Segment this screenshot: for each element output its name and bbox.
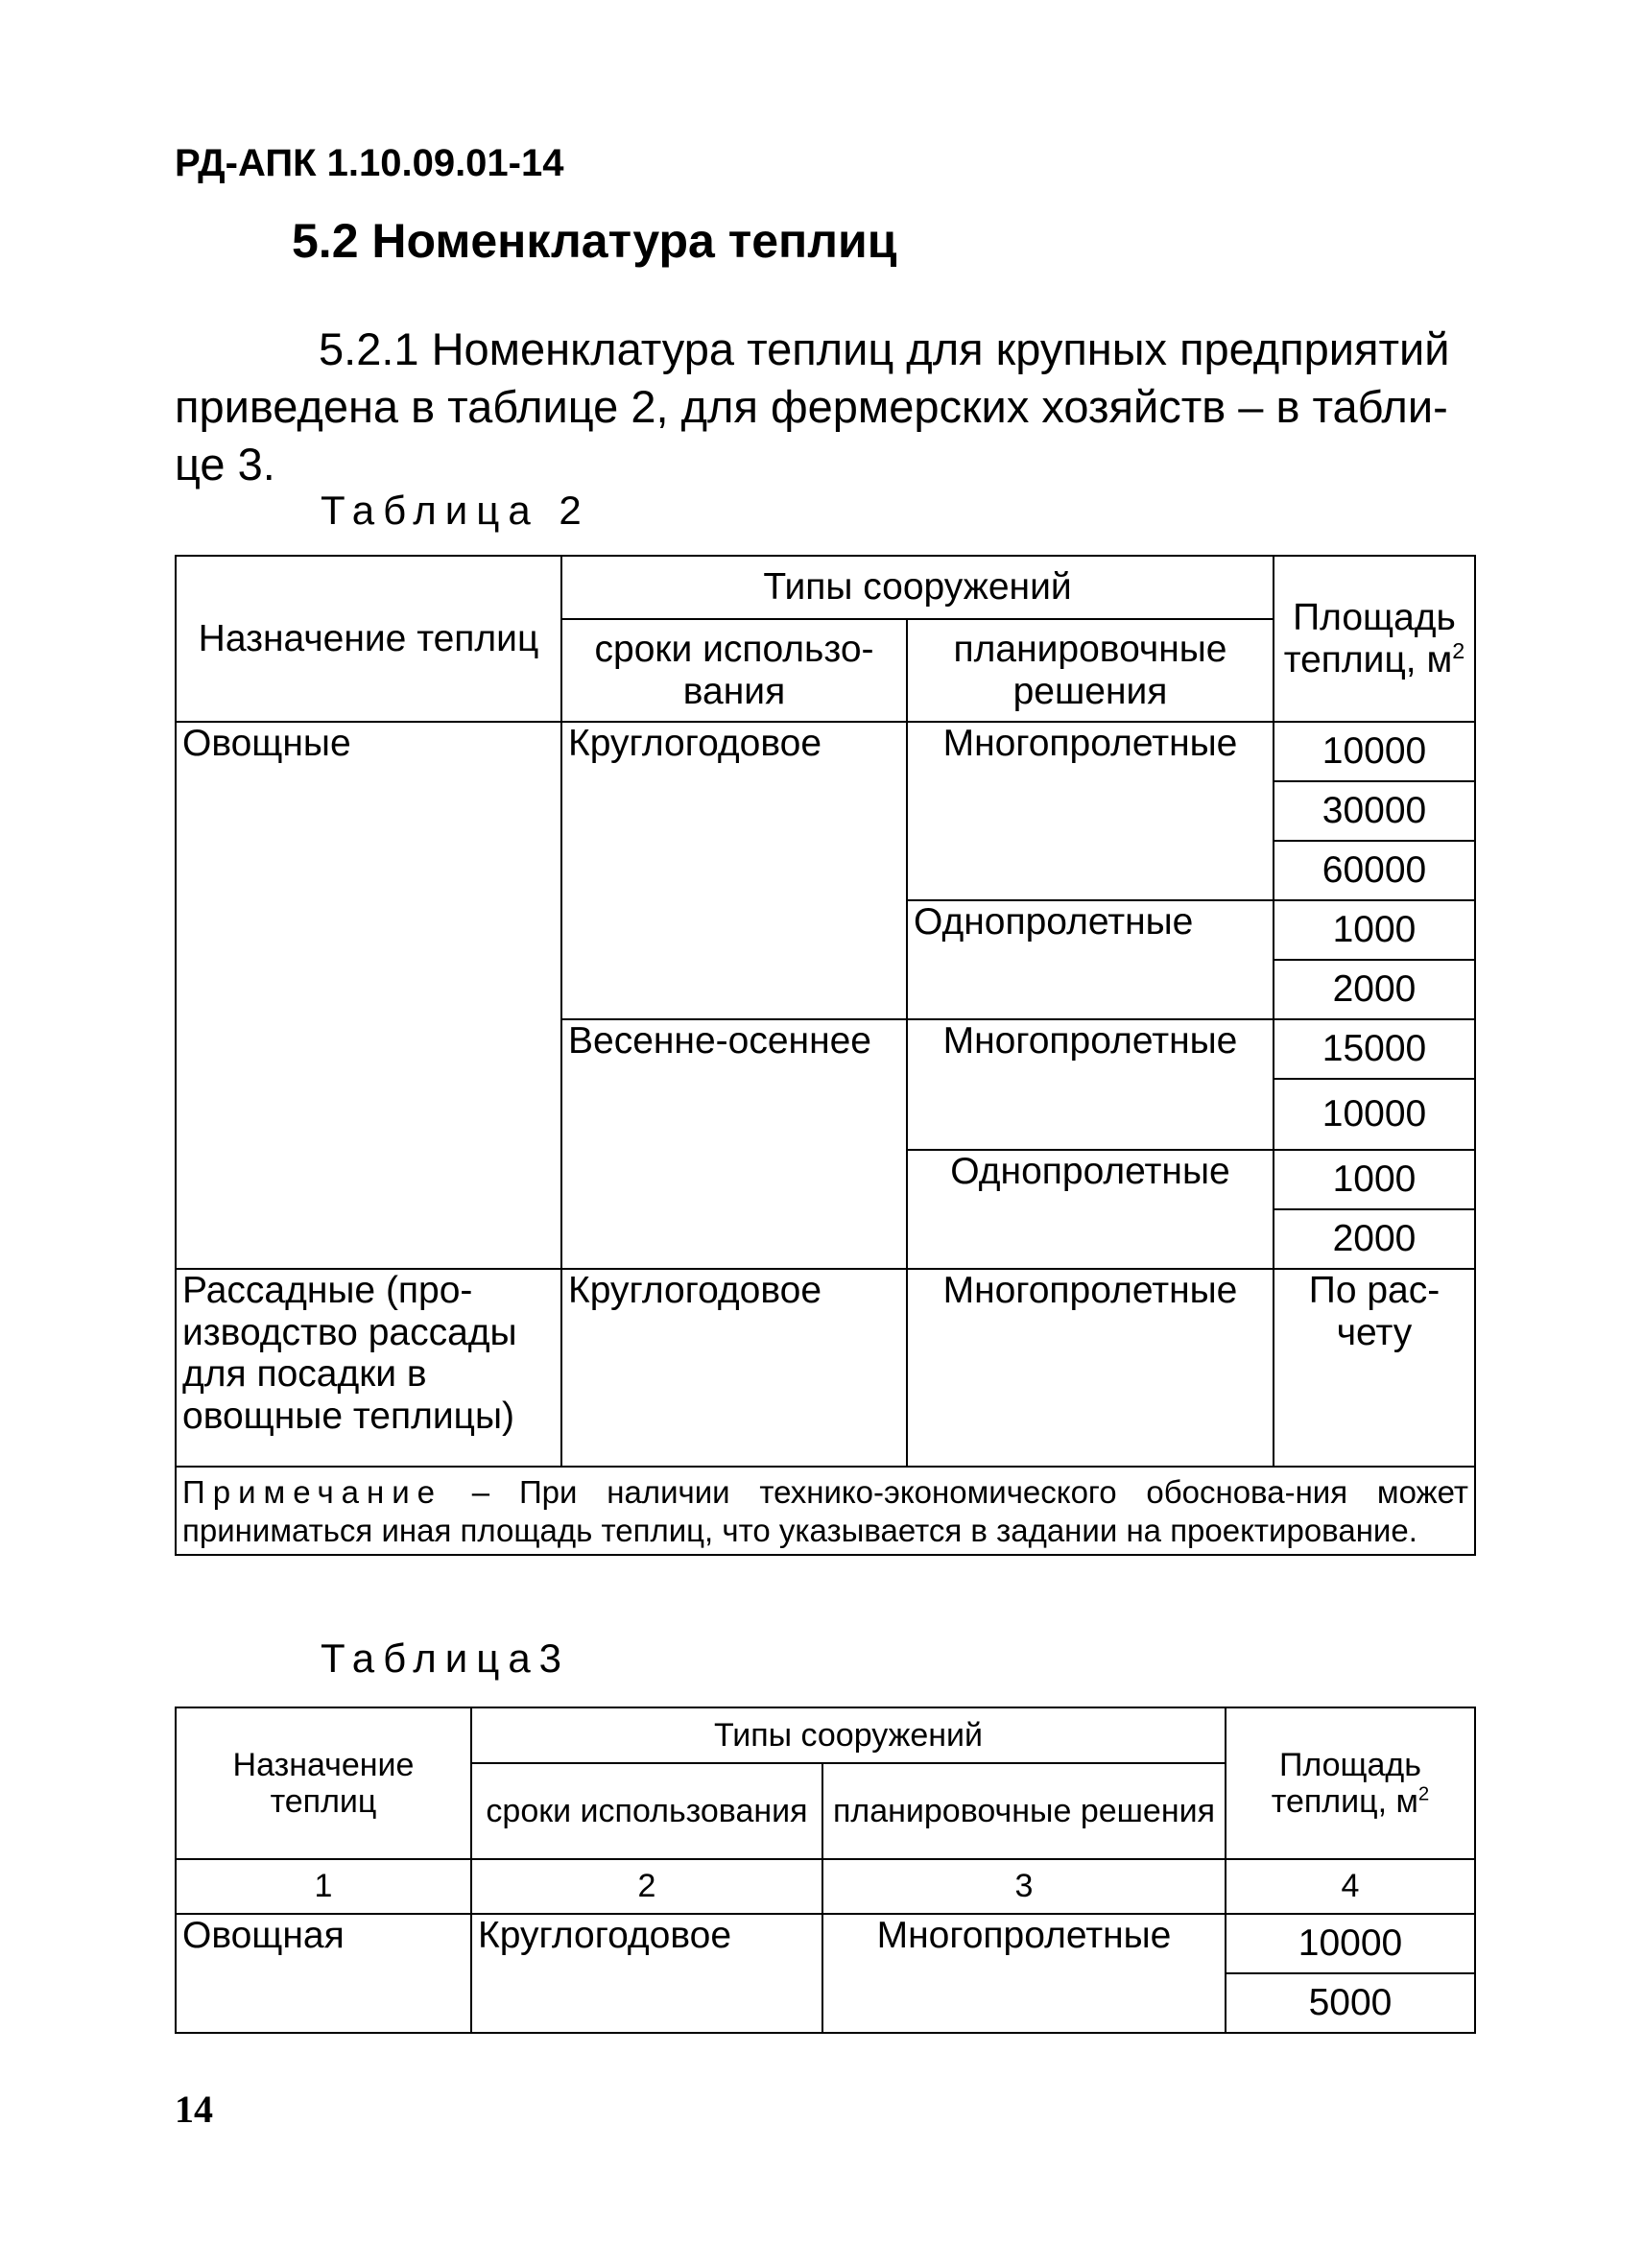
table2-header-area bbox=[1274, 556, 1475, 722]
table2-purpose-cell: Рассадные (про-изводство рассады для посадки в овощные теплицы) bbox=[176, 1269, 561, 1467]
table3-header-purpose: Назначение теплиц bbox=[176, 1707, 471, 1859]
table2-usage-cell: Весенне-осеннее bbox=[561, 1019, 907, 1269]
table2-area-cell: 10000 bbox=[1274, 722, 1475, 781]
table2-caption: Таблица 2 bbox=[321, 488, 590, 533]
table3-col-number: 4 bbox=[1226, 1859, 1475, 1914]
section-title: 5.2 Номенклатура теплиц bbox=[292, 214, 897, 268]
table3-caption: Таблица3 bbox=[321, 1635, 571, 1681]
table2-header-types: Типы сооружений bbox=[561, 556, 1274, 619]
table2-area-cell: 60000 bbox=[1274, 841, 1475, 900]
table3-header-types: Типы сооружений bbox=[471, 1707, 1226, 1763]
table2-layout-cell: Однопролетные bbox=[907, 900, 1274, 1019]
table2-area-cell: 1000 bbox=[1274, 900, 1475, 960]
table3-usage-cell: Круглогодовое bbox=[471, 1914, 822, 2033]
table2-layout-cell: Однопролетные bbox=[907, 1150, 1274, 1269]
table2-header-area-text: Площадь теплиц, м bbox=[1283, 596, 1456, 680]
table3-col-number: 1 bbox=[176, 1859, 471, 1914]
table2-area-cell: 15000 bbox=[1274, 1019, 1475, 1079]
table2-usage-cell: Круглогодовое bbox=[561, 722, 907, 1019]
table2-header-purpose: Назначение теплиц bbox=[176, 556, 561, 722]
table2-area-cell: 1000 bbox=[1274, 1150, 1475, 1209]
table2-area-cell: 2000 bbox=[1274, 960, 1475, 1019]
table2-usage-cell: Круглогодовое bbox=[561, 1269, 907, 1467]
table2-purpose-cell: Овощные bbox=[176, 722, 561, 1269]
table2-area-cell: 10000 bbox=[1274, 1079, 1475, 1150]
table3-layout-cell: Многопролетные bbox=[822, 1914, 1226, 2033]
table2-header-layout: планировочные решения bbox=[907, 619, 1274, 722]
table2-note-label: Примечание bbox=[182, 1474, 443, 1510]
table2-layout-cell: Многопролетные bbox=[907, 1269, 1274, 1467]
intro-text: 5.2.1 Номенклатура теплиц для крупных предприятий приведена в таблице 2, для фермерских хозяйств – в табли-це 3. bbox=[175, 323, 1450, 489]
intro-paragraph bbox=[175, 321, 1478, 493]
document-code: РД-АПК 1.10.09.01-14 bbox=[175, 142, 564, 184]
table3 bbox=[175, 1707, 1476, 2034]
table2 bbox=[175, 555, 1476, 1556]
table3-area-cell: 10000 bbox=[1226, 1914, 1475, 1973]
page-number: 14 bbox=[175, 2088, 213, 2131]
table2-note bbox=[176, 1467, 1475, 1555]
table3-area-cell: 5000 bbox=[1226, 1973, 1475, 2033]
table2-area-cell: 2000 bbox=[1274, 1209, 1475, 1269]
table3-header-layout: планировочные решения bbox=[822, 1763, 1226, 1859]
table2-area-cell: По рас-чету bbox=[1274, 1269, 1475, 1467]
table2-layout-cell: Многопролетные bbox=[907, 722, 1274, 900]
table3-col-number: 2 bbox=[471, 1859, 822, 1914]
table2-header-usage: сроки использо-вания bbox=[561, 619, 907, 722]
table3-header-area-text: Площадь теплиц, м bbox=[1271, 1746, 1421, 1820]
table2-area-cell: 30000 bbox=[1274, 781, 1475, 841]
table3-header-area-sup: 2 bbox=[1417, 1783, 1430, 1805]
table3-purpose-cell: Овощная bbox=[176, 1914, 471, 2033]
table3-col-number: 3 bbox=[822, 1859, 1226, 1914]
table2-note-text: – При наличии технико-экономического обоснова-ния может приниматься иная площадь теплиц, что указывается в задании на проектирование. bbox=[182, 1474, 1468, 1548]
table3-header-area bbox=[1226, 1707, 1475, 1859]
table2-layout-cell: Многопролетные bbox=[907, 1019, 1274, 1150]
table2-header-area-sup: 2 bbox=[1452, 637, 1465, 663]
table3-header-usage: сроки использования bbox=[471, 1763, 822, 1859]
